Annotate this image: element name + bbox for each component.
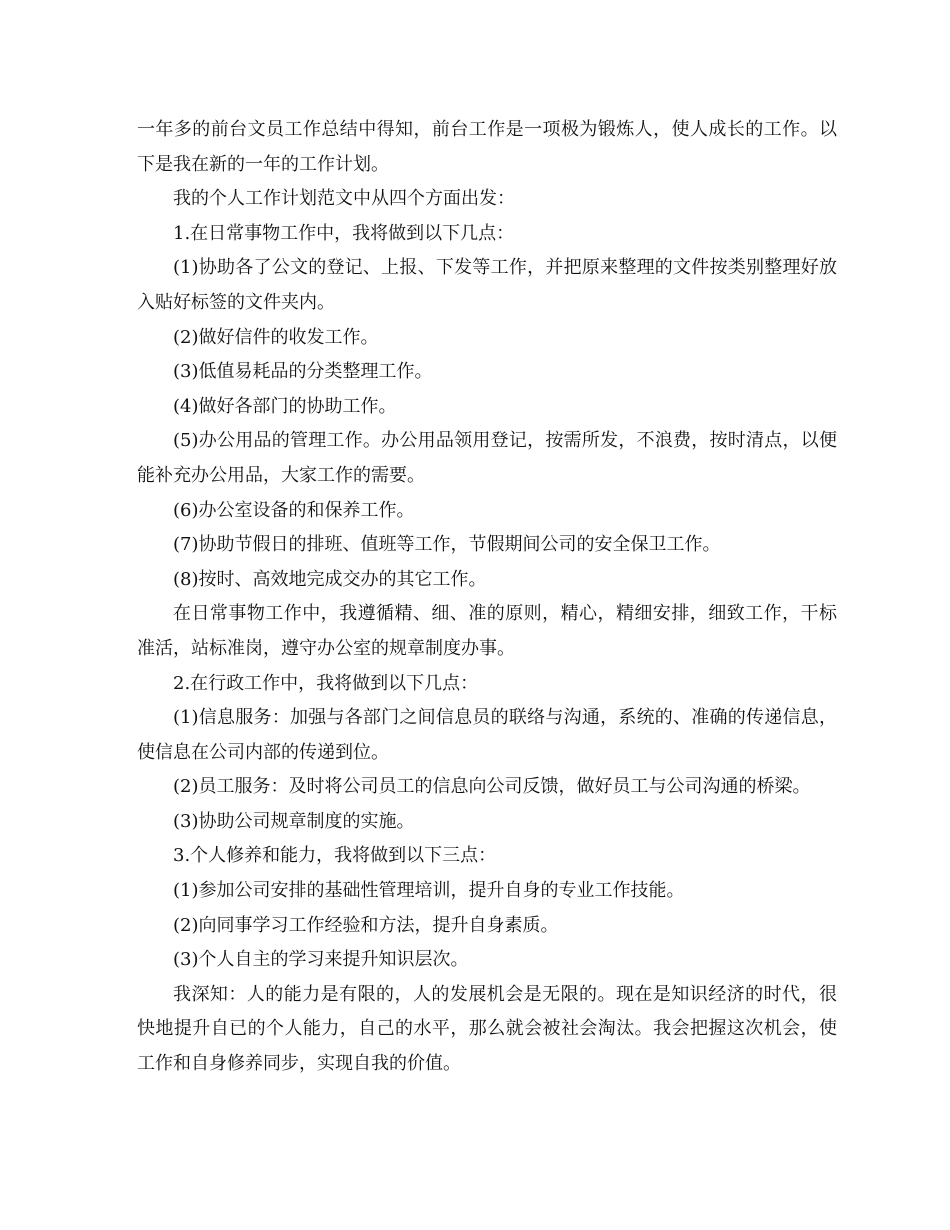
list-item: (3)个人自主的学习来提升知识层次。 — [173, 949, 469, 971]
list-item: (3)协助公司规章制度的实施。 — [173, 810, 415, 832]
list-item: (1)信息服务：加强与各部门之间信息员的联络与沟通，系统的、准确的传递信息，使信息在公司内部的传递到位。 — [137, 707, 837, 763]
list-item: (2)员工服务：及时将公司员工的信息向公司反馈，做好员工与公司沟通的桥梁。 — [173, 776, 811, 798]
list-item: (6)办公室设备的和保养工作。 — [173, 499, 415, 521]
paragraph: 一年多的前台文员工作总结中得知，前台工作是一项极为锻炼人，使人成长的工作。以下是我在新的一年的工作计划。 — [137, 119, 837, 175]
list-item: (3)低值易耗品的分类整理工作。 — [173, 361, 433, 383]
list-item: (2)做好信件的收发工作。 — [173, 326, 379, 348]
section-heading: 2.在行政工作中，我将做到以下几点： — [173, 672, 479, 694]
section-heading: 1.在日常事物工作中，我将做到以下几点： — [173, 222, 515, 244]
list-item: (2)向同事学习工作经验和方法，提升自身素质。 — [173, 914, 559, 936]
list-item: (4)做好各部门的协助工作。 — [173, 395, 397, 417]
paragraph: 我的个人工作计划范文中从四个方面出发： — [173, 188, 515, 210]
list-item: (7)协助节假日的排班、值班等工作，节假期间公司的安全保卫工作。 — [173, 534, 721, 556]
paragraph: 在日常事物工作中，我遵循精、细、准的原则，精心，精细安排，细致工作，干标准活，站标准岗，遵守办公室的规章制度办事。 — [137, 603, 837, 659]
list-item: (5)办公用品的管理工作。办公用品领用登记，按需所发，不浪费，按时清点，以便能补充办公用品，大家工作的需要。 — [137, 430, 837, 486]
list-item: (8)按时、高效地完成交办的其它工作。 — [173, 568, 487, 590]
list-item: (1)参加公司安排的基础性管理培训，提升自身的专业工作技能。 — [173, 880, 685, 902]
list-item: (1)协助各了公文的登记、上报、下发等工作，并把原来整理的文件按类别整理好放入贴好标签的文件夹内。 — [137, 257, 837, 313]
document-body — [137, 113, 837, 1082]
section-heading: 3.个人修养和能力，我将做到以下三点： — [173, 845, 497, 867]
paragraph: 我深知：人的能力是有限的，人的发展机会是无限的。现在是知识经济的时代，很快地提升自已的个人能力，自己的水平，那么就会被社会淘汰。我会把握这次机会，使工作和自身修养同步，实现自我的价值。 — [137, 983, 837, 1075]
